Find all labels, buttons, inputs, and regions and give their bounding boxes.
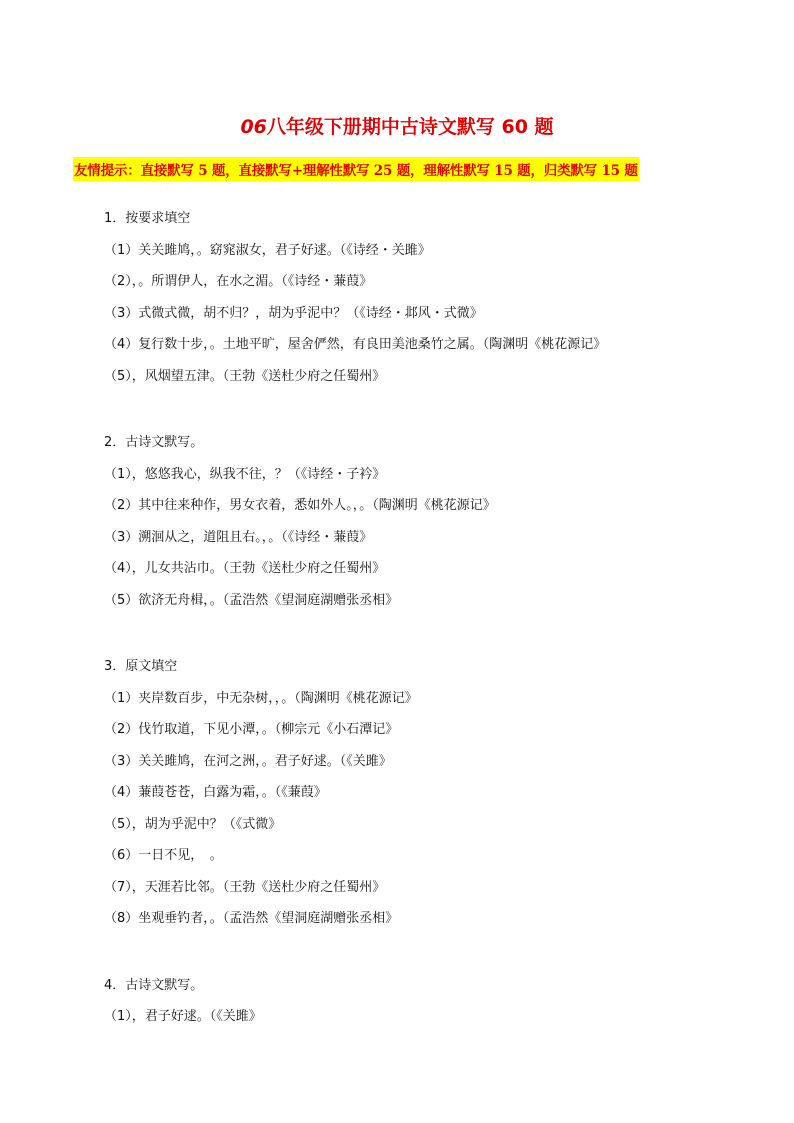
question-line: （2）伐竹取道，下见小潭，。（柳宗元《小石潭记》 [104, 722, 399, 737]
section-heading: 4．古诗文默写。 [104, 977, 204, 993]
question-section [104, 651, 744, 935]
title-text: 八年级下册期中古诗文默写 60 题 [266, 116, 554, 138]
question-line: （5）欲济无舟楫，。（孟浩然《望洞庭湖赠张丞相》 [104, 592, 399, 608]
question-line: （1）关关雎鸠，。窈窕淑女，君子好逑。（《诗经・关雎》 [104, 242, 431, 258]
section-heading: 2．古诗文默写。 [104, 435, 204, 450]
question-line: （8）坐观垂钓者，。（孟浩然《望洞庭湖赠张丞相》 [104, 911, 399, 926]
question-line: （2），。所谓伊人，在水之湄。（《诗经・蒹葭》 [104, 274, 373, 289]
question-line: （4）蒹葭苍苍，白露为霜，。（《蒹葭》 [104, 785, 327, 800]
question-section [104, 970, 744, 1033]
title-number: 06 [240, 116, 267, 138]
page-title [0, 112, 794, 139]
question-line: （3）关关雎鸠，在河之洲，。君子好逑。（《关雎》 [104, 753, 392, 769]
question-line: （1）夹岸数百步，中无杂树，，。（陶渊明《桃花源记》 [104, 690, 418, 706]
question-line: （2）其中往来种作，男女衣着，悉如外人。，。（陶渊明《桃花源记》 [104, 498, 496, 513]
question-line: （7），天涯若比邻。（王勃《送杜少府之任蜀州》 [104, 879, 386, 895]
question-line: （6）一日不见， 。 [104, 848, 223, 863]
question-line: （4），儿女共沾巾。（王勃《送杜少府之任蜀州》 [104, 561, 386, 576]
question-list [104, 203, 744, 1068]
tip-banner: 友情提示：直接默写 5 题，直接默写+理解性默写 25 题，理解性默写 15 题，归类默写 15 题 [73, 157, 639, 181]
section-heading: 3．原文填空 [104, 659, 178, 674]
section-heading: 1．按要求填空 [104, 211, 191, 226]
question-line: （3）式微式微，胡不归？，胡为乎泥中？（《诗经・邶风・式微》 [104, 305, 483, 321]
question-line: （1），君子好逑。（《关雎》 [104, 1009, 262, 1024]
question-section [104, 427, 744, 616]
question-line: （5），风烟望五津。（王勃《送杜少府之任蜀州》 [104, 368, 386, 384]
question-line: （5），胡为乎泥中？（《式微》 [104, 816, 282, 832]
question-line: （3）溯洄从之，道阻且右。，。（《诗经・蒹葭》 [104, 529, 373, 545]
question-line: （1），悠悠我心，纵我不往，？（《诗经・子衿》 [104, 466, 386, 482]
question-line: （4）复行数十步，。土地平旷，屋舍俨然，有良田美池桑竹之属。（陶渊明《桃花源记》 [104, 337, 607, 352]
question-section [104, 203, 744, 392]
